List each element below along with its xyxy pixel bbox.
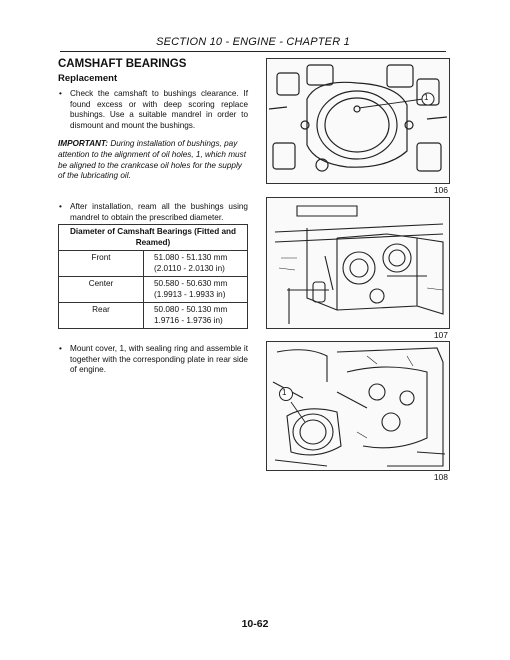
bullet-check-clearance xyxy=(58,89,248,131)
position-cell: Rear xyxy=(59,303,144,329)
figure-106-drawing xyxy=(267,59,449,183)
figure-106-illustration xyxy=(266,58,450,184)
figure-callout: 1 xyxy=(282,388,287,397)
value-cell xyxy=(144,251,248,277)
important-note xyxy=(58,139,248,181)
bullet-dot: • xyxy=(59,89,62,98)
table-header-row xyxy=(59,225,248,251)
page-number: 10-62 xyxy=(241,618,269,630)
value-mm: 50.080 - 50.130 mm xyxy=(154,305,228,314)
figure-107-drawing xyxy=(267,198,449,328)
important-label: IMPORTANT: xyxy=(58,139,109,149)
figure-108-drawing xyxy=(267,342,449,470)
bullet-dot: • xyxy=(59,202,62,211)
value-mm: 51.080 - 51.130 mm xyxy=(154,253,228,262)
value-cell xyxy=(144,303,248,329)
bullet-dot: • xyxy=(59,344,62,353)
bearing-diameter-table xyxy=(58,224,248,329)
figure-108-illustration xyxy=(266,341,450,471)
position-cell: Center xyxy=(59,277,144,303)
text-column xyxy=(58,58,248,182)
bullet-ream xyxy=(58,202,248,223)
bullet-text: Check the camshaft to bushings clearance. If found excess or with deep scoring replace bushings. Use a suitable mandrel in order to dismount and mount the bushings. xyxy=(70,89,248,130)
bullet-text: Mount cover, 1, with sealing ring and assemble it together with the corresponding plate in rear side of engine. xyxy=(70,344,248,375)
value-mm: 50.580 - 50.630 mm xyxy=(154,279,228,288)
figure-107-illustration xyxy=(266,197,450,329)
table-row xyxy=(59,303,248,329)
table-row xyxy=(59,277,248,303)
table-row xyxy=(59,251,248,277)
value-in: (1.9913 - 1.9933 in) xyxy=(154,289,226,299)
section-title: CAMSHAFT BEARINGS xyxy=(58,58,187,70)
figure-106-number: 106 xyxy=(433,185,448,195)
position-cell: Front xyxy=(59,251,144,277)
header-rule xyxy=(60,51,446,52)
value-cell xyxy=(144,277,248,303)
bullet-text: After installation, ream all the bushings using mandrel to obtain the prescribed diameter. xyxy=(70,202,248,222)
bullet-mount-cover xyxy=(58,344,248,376)
table-title: Diameter of Camshaft Bearings (Fitted and Reamed) xyxy=(59,225,248,251)
page-header: SECTION 10 - ENGINE - CHAPTER 1 xyxy=(156,36,350,48)
figure-108-number: 108 xyxy=(433,472,448,482)
figure-107-number: 107 xyxy=(433,330,448,340)
subsection-title: Replacement xyxy=(58,73,118,84)
important-text: During installation of bushings, pay attention to the alignment of oil holes, 1, which must be aligned to the crankcase oil holes for the supply of the lubricating oil. xyxy=(58,139,246,181)
value-in: 1.9716 - 1.9736 in) xyxy=(154,315,223,325)
value-in: (2.0110 - 2.0130 in) xyxy=(154,263,225,273)
figure-callout: 1 xyxy=(424,93,429,102)
